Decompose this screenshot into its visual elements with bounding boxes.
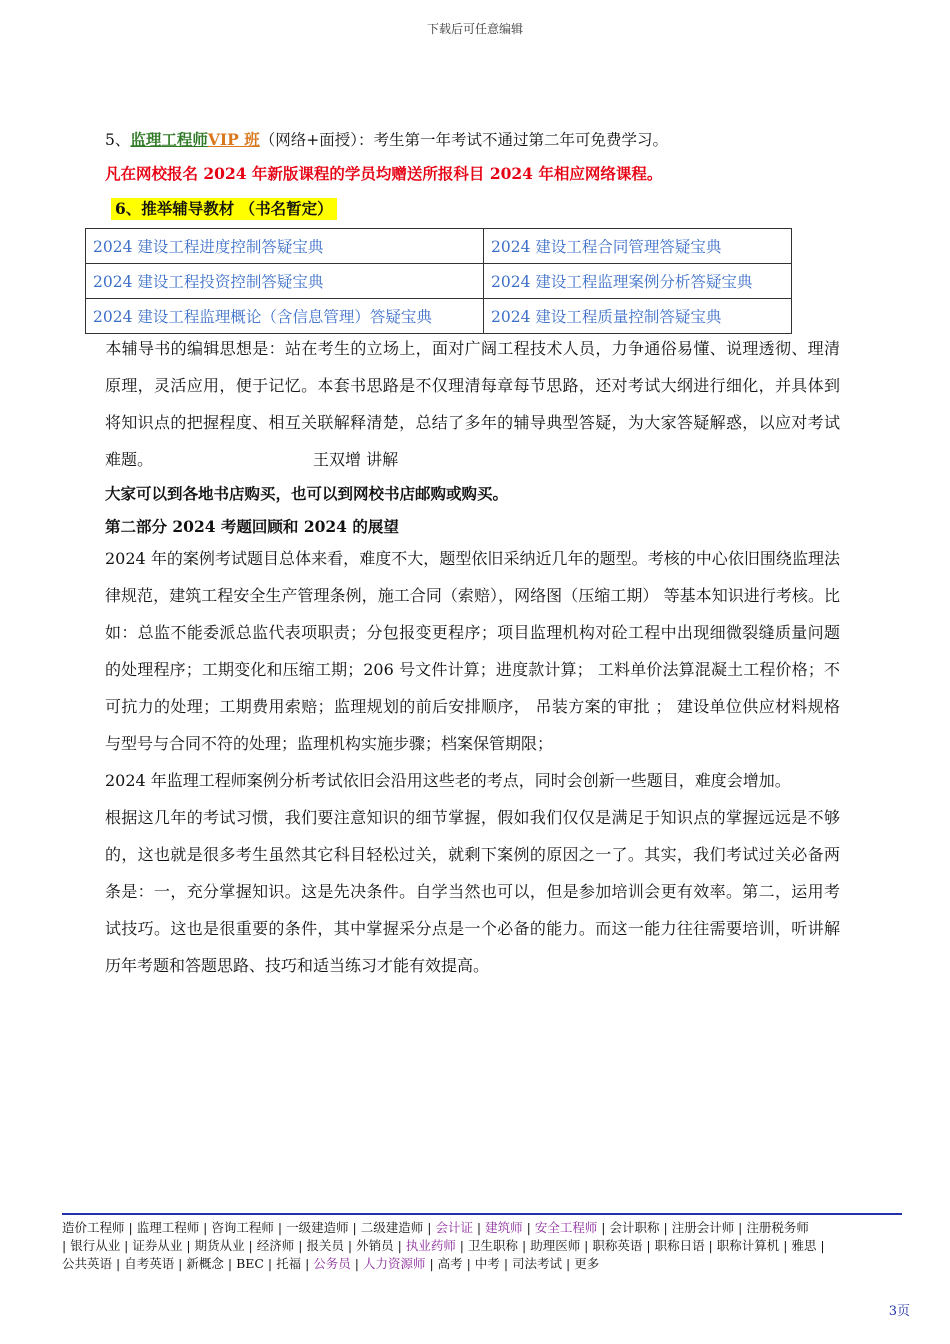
footer-link[interactable]: 注册会计师: [671, 1220, 735, 1235]
page-number: 3页: [888, 1304, 910, 1319]
item-5-number: 5、: [105, 131, 131, 149]
footer-link[interactable]: 司法考试: [512, 1256, 563, 1271]
editing-text: 本辅导书的编辑思想是：站在考生的立场上，面对广阔工程技术人员，力争通俗易懂、说理透彻、理清原理，灵活应用，便于记忆。本套书思路是不仅理清每章每节思路，还对考试大纲进行细化，并具体到将知识点的把握程度、相互关联解释清楚，总结了多年的辅导典型答疑，为大家答疑解惑，以应对考试难题。: [105, 339, 840, 469]
footer-link[interactable]: BEC: [236, 1256, 264, 1271]
footer-link[interactable]: 更多: [574, 1256, 600, 1271]
footer-link[interactable]: 银行从业: [70, 1238, 121, 1253]
footer-link[interactable]: 报关员: [306, 1238, 344, 1253]
book-link[interactable]: 2024 建设工程合同管理答疑宝典: [484, 229, 792, 264]
footer-link[interactable]: 期货从业: [194, 1238, 245, 1253]
footer-link[interactable]: 中考: [474, 1256, 500, 1271]
books-table: [85, 228, 792, 334]
footer-link[interactable]: 人力资源师: [362, 1256, 426, 1271]
footer-link[interactable]: 卫生职称: [468, 1238, 519, 1253]
book-link[interactable]: 2024 建设工程投资控制答疑宝典: [86, 264, 484, 299]
buy-line: 大家可以到各地书店购买，也可以到网校书店邮购或购买。: [105, 484, 509, 503]
footer-link[interactable]: 一级建造师: [286, 1220, 349, 1235]
part2-paragraph-2: 2024 年监理工程师案例分析考试依旧会沿用这些老的考点，同时会创新一些题目，难度会增加。: [105, 771, 791, 790]
book-link[interactable]: 2024 建设工程监理概论（含信息管理）答疑宝典: [86, 299, 484, 334]
footer-link[interactable]: 会计职称: [609, 1220, 660, 1235]
part2-paragraph-3: 根据这几年的考试习惯，我们要注意知识的细节掌握，假如我们仅仅是满足于知识点的掌握远远是不够的，这也就是很多考生虽然其它科目轻松过关，就剩下案例的原因之一了。其实，我们考试过关必备两条是：一，充分掌握知识。这是先决条件。自学当然也可以，但是参加培训会更有效率。第二，运用考试技巧。这也是很重要的条件，其中掌握采分点是一个必备的能力。而这一能力往往需要培训，听讲解历年考题和答题思路、技巧和适当练习才能有效提高。: [105, 808, 840, 975]
footer-link[interactable]: 二级建造师: [360, 1220, 424, 1235]
item-5-description: （网络+面授）：考生第一年考试不通过第二年可免费学习。: [259, 131, 668, 149]
footer-link[interactable]: 雅思: [791, 1238, 817, 1253]
footer-link[interactable]: 咨询工程师: [211, 1220, 274, 1235]
item-5: [105, 126, 840, 154]
footer-link[interactable]: 会计证: [435, 1220, 473, 1235]
main-content: [93, 126, 840, 975]
footer-link[interactable]: 助理医师: [530, 1238, 581, 1253]
footer-link[interactable]: 经济师: [256, 1238, 295, 1253]
footer-link[interactable]: 执业药师: [405, 1238, 456, 1253]
item-5-vip-link[interactable]: VIP 班: [207, 130, 260, 149]
table-row: [86, 229, 792, 264]
footer-link[interactable]: 职称英语: [592, 1238, 643, 1253]
footer-link[interactable]: 证券从业: [132, 1238, 183, 1253]
table-row: [86, 264, 792, 299]
page-header: 下载后可任意编辑: [426, 22, 523, 36]
footer-link[interactable]: 公务员: [313, 1256, 351, 1271]
footer-link[interactable]: 高考: [437, 1256, 463, 1271]
book-link[interactable]: 2024 建设工程进度控制答疑宝典: [86, 229, 484, 264]
item-5-title-link[interactable]: 监理工程师: [130, 130, 208, 149]
red-notice: 凡在网校报名 2024 年新版课程的学员均赠送所报科目 2024 年相应网络课程。: [105, 164, 663, 183]
footer-link[interactable]: 职称计算机: [716, 1238, 780, 1253]
footer-link[interactable]: 外销员: [356, 1238, 394, 1253]
editing-author: 王双增 讲解: [313, 450, 399, 469]
section-6-heading: 6、推举辅导教材 （书名暂定）: [111, 198, 337, 220]
part2-title: 第二部分 2024 考题回顾和 2024 的展望: [105, 517, 399, 536]
footer-line-1: 造价工程师 | 监理工程师 | 咨询工程师 | 一级建造师 | 二级建造师 | 会计证 | 建筑师 | 安全工程师 | 会计职称 | 注册会计师 | 注册税务师: [62, 1220, 809, 1235]
table-row: [86, 299, 792, 334]
part2-paragraph-1: 2024 年的案例考试题目总体来看，难度不大，题型依旧采纳近几年的题型。考核的中心依旧围绕监理法律规范，建筑工程安全生产管理条例，施工合同（索赔），网络图（压缩工期） 等基本知识进行考核。比如：总监不能委派总监代表项职责；分包报变更程序；项目监理机构对砼工程中出现细微裂缝质量问题的处理程序；工期变化和压缩工期；206 号文件计算；进度款计算； 工料单价法算混凝土工程价格；不可抗力的处理；工期费用索赔；监理规划的前后安排顺序， 吊装方案的审批 ； 建设单位供应材料规格与型号与合同不符的处理；监理机构实施步骤；档案保管期限；: [105, 549, 840, 753]
footer-line-2: | 银行从业 | 证券从业 | 期货从业 | 经济师 | 报关员 | 外销员 | 执业药师 | 卫生职称 | 助理医师 | 职称英语 | 职称日语 | 职称计算机 | 雅思 |: [62, 1238, 825, 1253]
footer-link[interactable]: 建筑师: [485, 1220, 523, 1235]
footer-link[interactable]: 托福: [276, 1256, 302, 1271]
footer-link[interactable]: 注册税务师: [746, 1220, 809, 1235]
footer-link[interactable]: 职称日语: [654, 1238, 705, 1253]
footer-links: [62, 1213, 902, 1273]
footer-link[interactable]: 安全工程师: [534, 1220, 598, 1235]
book-link[interactable]: 2024 建设工程监理案例分析答疑宝典: [484, 264, 792, 299]
footer-link[interactable]: 监理工程师: [136, 1220, 200, 1235]
editing-paragraph: [105, 330, 840, 478]
footer-link[interactable]: 自考英语: [124, 1256, 175, 1271]
footer-link[interactable]: 公共英语: [62, 1256, 113, 1271]
footer-link[interactable]: 新概念: [186, 1256, 224, 1271]
footer-link[interactable]: 造价工程师: [62, 1220, 125, 1235]
book-link[interactable]: 2024 建设工程质量控制答疑宝典: [484, 299, 792, 334]
footer-line-3: 公共英语 | 自考英语 | 新概念 | BEC | 托福 | 公务员 | 人力资源师 | 高考 | 中考 | 司法考试 | 更多: [62, 1256, 600, 1271]
